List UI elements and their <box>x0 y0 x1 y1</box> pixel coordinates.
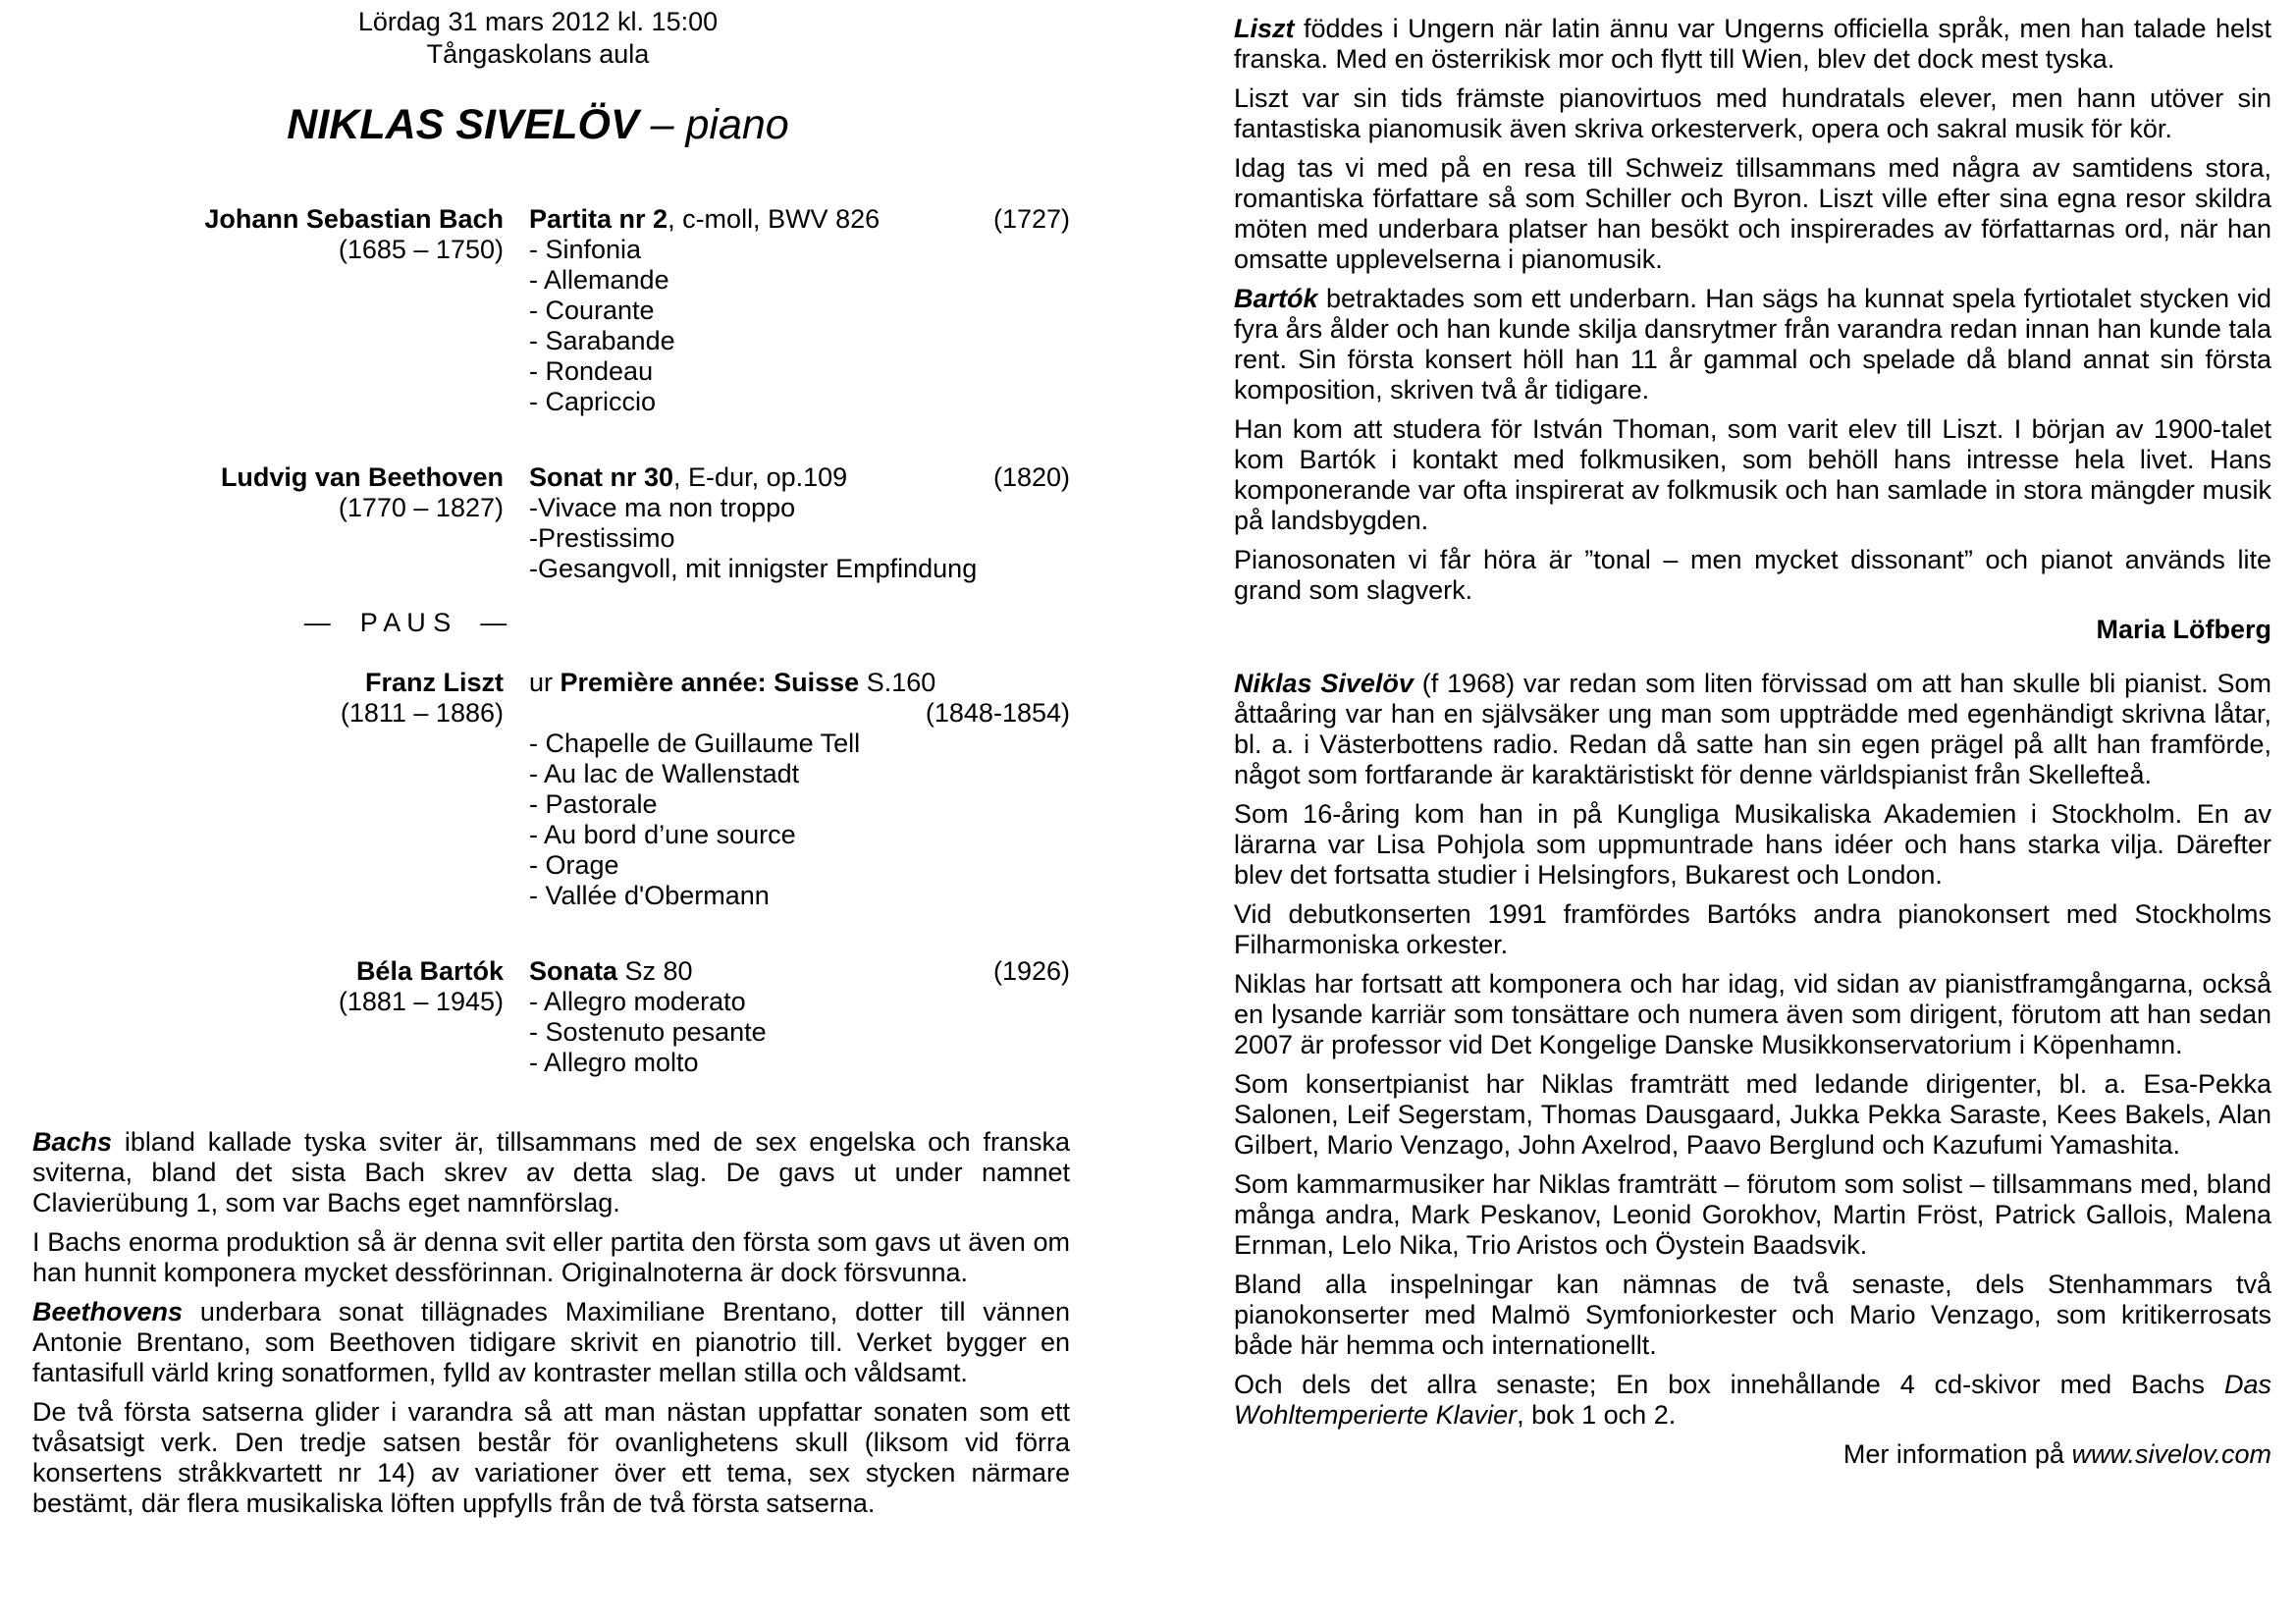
work-cell <box>529 462 1070 584</box>
note-text: I Bachs enorma produktion så är denna svit eller partita den första som gavs ut även om han hunnit komponera mycket dessförinnan. Originalnoterna är dock försvunna. <box>32 1227 1070 1287</box>
work-cell <box>529 956 1070 1078</box>
movement-list <box>529 987 1070 1078</box>
note-lead: Liszt <box>1234 14 1295 43</box>
work-details: S.160 <box>859 668 936 697</box>
work-details: , c-moll, BWV 826 <box>667 204 881 234</box>
note-lead: Niklas Sivelöv <box>1234 669 1414 698</box>
note-paragraph <box>1234 1169 2271 1261</box>
work-cell <box>529 668 1070 911</box>
work-main <box>529 204 880 235</box>
movement-item: - Au bord d’une source <box>529 820 796 849</box>
note-text: föddes i Ungern när latin ännu var Ungerns officiella språk, men han talade helst franska. Med en österrikisk mor och flytt till Wien, blev det dock mest tyska. <box>1234 14 2271 74</box>
more-info-line <box>1234 1439 2271 1470</box>
work-year: (1820) <box>992 462 1070 492</box>
note-text: (f 1968) var redan som liten förvissad om att han skulle bli pianist. Som åttaåring var han en självsäker ung man som uppträdde med egenhändigt skrivna låtar, bl. a. i Västerbottens radio. Redan då satte han sin egen prägel på allt han framförde, något som fortfarande är karaktäristiskt för denne världspianist från Skellefteå. <box>1234 669 2271 789</box>
work-title: Première année: Suisse <box>560 668 860 697</box>
movement-item: - Sarabande <box>529 326 675 355</box>
work-main <box>529 668 935 698</box>
note-text: Mer information på <box>1842 1439 2072 1469</box>
composer-years: (1770 – 1827) <box>338 493 504 522</box>
movement-item: - Au lac de Wallenstadt <box>529 759 800 788</box>
work-prefix: ur <box>529 668 561 697</box>
note-text: Som 16-åring kom han in på Kungliga Musikaliska Akademien i Stockholm. En av lärarna var Lisa Pohjola som uppmuntrade hans idéer och hans starka vilja. Därefter blev det fortsatta studier i Helsingfors, Bukarest och London. <box>1234 799 2271 890</box>
composer-cell <box>32 956 504 1078</box>
note-text: underbara sonat tillägnades Maximiliane Brentano, dotter till vännen Antonie Brentano, som Beethoven tidigare skrivit en pianotrio till. Verket bygger en fantasifull värld kring sonatformen, fylld av kontraster mellan stilla och våldsamt. <box>32 1297 1070 1387</box>
composer-name: Ludvig van Beethoven <box>220 462 504 492</box>
movement-item: - Courante <box>529 296 655 325</box>
note-text: Niklas har fortsatt att komponera och har idag, vid sidan av pianistframgångarna, också en lysande karriär som tonsättare och numera även som dirigent, förutom att han sedan 2007 är professor vid Det Kongelige Danske Musikkonservatorium i Köpenhamn. <box>1234 969 2271 1059</box>
note-paragraph <box>1234 969 2271 1060</box>
note-text: Pianosonaten vi får höra är ”tonal – men mycket dissonant” och pianot används lite grand som slagverk. <box>1234 545 2271 605</box>
work-details: , E-dur, op.109 <box>673 462 848 492</box>
work-title: Sonata <box>529 956 618 986</box>
note-text: betraktades som ett underbarn. Han sägs ha kunnat spela fyrtiotalet stycken vid fyra års ålder och han kunde skilja dansrytmer från varandra redan innan han kunde tala rent. Sin första konsert höll han 11 år gammal och spelade då bland annat sin första komposition, skriven två år tidigare. <box>1234 284 2271 405</box>
composer-cell <box>32 462 504 584</box>
note-paragraph <box>1234 414 2271 536</box>
website-url: www.sivelov.com <box>2071 1439 2271 1469</box>
work-title-line <box>529 956 1070 987</box>
concert-venue: Tångaskolans aula <box>426 39 650 69</box>
work-title-line <box>529 668 1070 698</box>
note-text: Han kom att studera för István Thoman, som varit elev till Liszt. I början av 1900-talet kom Bartók i kontakt med folkmusiken, som behöll hans intresse hela livet. Hans komponerande var ofta inspirerat av folkmusik och han samlade in stora mängder musik på landsbygden. <box>1234 414 2271 535</box>
note-lead: Bartók <box>1234 284 1318 313</box>
note-paragraph <box>1234 1270 2271 1361</box>
note-paragraph <box>32 1297 1070 1388</box>
movement-item: - Orage <box>529 850 619 880</box>
composer-name: Johann Sebastian Bach <box>204 204 504 234</box>
program-header <box>32 6 1043 149</box>
movement-item: - Rondeau <box>529 356 654 386</box>
composer-cell <box>32 668 504 911</box>
note-text: Idag tas vi med på en resa till Schweiz tillsammans med några av samtidens stora, romantiska författare så som Schiller och Byron. Liszt ville efter sina egna resor skildra möten med underbara platser han besökt och inspirerades av författarnas ord, när han omsatte upplevelserna i pianomusik. <box>1234 153 2271 274</box>
movement-list <box>529 235 1070 417</box>
note-paragraph <box>1234 799 2271 891</box>
artist-name: NIKLAS SIVELÖV <box>287 101 639 148</box>
note-paragraph <box>32 1227 1070 1288</box>
composer-name: Béla Bartók <box>355 956 504 986</box>
work-dates-secondary: (1848-1854) <box>925 698 1070 728</box>
note-text: Vid debutkonserten 1991 framfördes Bartóks andra pianokonsert med Stockholms Filharmoniska orkester. <box>1234 899 2271 959</box>
movement-item: - Allegro moderato <box>529 987 746 1016</box>
composer-years: (1685 – 1750) <box>338 235 504 264</box>
note-text: Och dels det allra senaste; En box innehållande 4 cd-skivor med Bachs <box>1234 1370 2224 1399</box>
note-rest: , bok 1 och 2. <box>1517 1400 1677 1430</box>
note-paragraph <box>1234 153 2271 275</box>
note-text: De två första satserna glider i varandra så att man nästan uppfattar sonaten som ett tvåsatsigt verk. Den tredje satsen består för ovanlighetens skull (liksom vid förra konsertens stråkkvartett nr 14) av variationer över ett tema, sex stycken närmare bestämt, där flera musikaliska löften uppfylls från de två första satserna. <box>32 1397 1070 1518</box>
work-title-line <box>529 462 1070 493</box>
note-paragraph <box>1234 14 2271 75</box>
artist-title <box>32 100 1043 149</box>
note-text: ibland kallade tyska sviter är, tillsammans med de sex engelska och franska sviterna, bland det sista Bach skrev av detta slag. De gavs ut under namnet Clavierübung 1, som var Bachs eget namnförslag. <box>32 1127 1070 1217</box>
note-paragraph <box>1234 899 2271 960</box>
note-lead: Beethovens <box>32 1297 184 1326</box>
movement-item: - Vallée d'Obermann <box>529 881 770 910</box>
work-cell <box>529 204 1070 417</box>
movement-list <box>529 493 1070 584</box>
movement-item: -Gesangvoll, mit innigster Empfindung <box>529 554 978 583</box>
right-column <box>1234 14 2271 1528</box>
movement-list <box>529 729 1070 911</box>
note-italic: Das Wohltemperierte Klavier <box>1234 1370 2271 1430</box>
author-signature: Maria Löfberg <box>2096 615 2271 644</box>
note-paragraph <box>32 1397 1070 1519</box>
program-section <box>32 204 1070 1078</box>
left-column <box>32 6 1070 1528</box>
movement-item: - Allemande <box>529 265 669 295</box>
note-paragraph <box>1234 83 2271 144</box>
movement-item: - Sinfonia <box>529 235 642 264</box>
movement-item: -Vivace ma non troppo <box>529 493 796 522</box>
movement-item: - Allegro molto <box>529 1048 699 1077</box>
note-text: Liszt var sin tids främste pianovirtuos med hundratals elever, men hann utöver sin fantastiska pianomusik även skriva orkesterverk, opera och sakral musik för kör. <box>1234 83 2271 143</box>
movement-item: - Pastorale <box>529 789 658 819</box>
composer-cell <box>32 204 504 417</box>
note-paragraph <box>1234 545 2271 606</box>
note-text: Som konsertpianist har Niklas framträtt med ledande dirigenter, bl. a. Esa-Pekka Salonen, Leif Segerstam, Thomas Dausgaard, Jukka Pekka Saraste, Kees Bakels, Alan Gilbert, Mario Venzago, John Axelrod, Paavo Berglund och Kazufumi Yamashita. <box>1234 1069 2271 1160</box>
note-paragraph <box>1234 1069 2271 1161</box>
program-row-beethoven <box>32 462 1070 584</box>
note-text: Bland alla inspelningar kan nämnas de två senaste, dels Stenhammars två pianokonserter med Malmö Symfoniorkester och Mario Venzago, som kritikerrosats både här hemma och internationellt. <box>1234 1270 2271 1360</box>
work-main <box>529 462 847 493</box>
work-year: (1926) <box>992 956 1070 986</box>
intermission-label: — P A U S — <box>303 608 507 637</box>
work-title-line <box>529 204 1070 235</box>
program-row-bach <box>32 204 1070 417</box>
note-text: Som kammarmusiker har Niklas framträtt – förutom som solist – tillsammans med, bland många andra, Mark Peskanov, Leonid Gorokhov, Martin Fröst, Patrick Gallois, Malena Ernman, Lelo Nika, Trio Aristos och Öystein Baadsvik. <box>1234 1169 2271 1260</box>
note-paragraph <box>32 1127 1070 1218</box>
composer-years: (1811 – 1886) <box>340 698 504 728</box>
composer-name: Franz Liszt <box>364 668 504 697</box>
note-paragraph <box>1234 1370 2271 1431</box>
note-paragraph <box>1234 669 2271 790</box>
movement-item: -Prestissimo <box>529 523 675 553</box>
movement-item: - Sostenuto pesante <box>529 1017 767 1047</box>
note-paragraph <box>1234 284 2271 406</box>
movement-item: - Capriccio <box>529 387 657 416</box>
work-details: Sz 80 <box>617 956 693 986</box>
note-lead: Bachs <box>32 1127 113 1157</box>
work-title: Partita nr 2 <box>529 204 668 234</box>
program-row-bartok <box>32 956 1070 1078</box>
program-notes-left <box>32 1127 1070 1519</box>
work-main <box>529 956 693 987</box>
work-year: (1727) <box>992 204 1070 234</box>
movement-item: - Chapelle de Guillaume Tell <box>529 729 861 758</box>
concert-date: Lördag 31 mars 2012 kl. 15:00 <box>357 7 719 36</box>
artist-role: – piano <box>650 101 789 148</box>
work-title: Sonat nr 30 <box>529 462 674 492</box>
program-row-liszt <box>32 668 1070 911</box>
composer-years: (1881 – 1945) <box>338 987 504 1016</box>
